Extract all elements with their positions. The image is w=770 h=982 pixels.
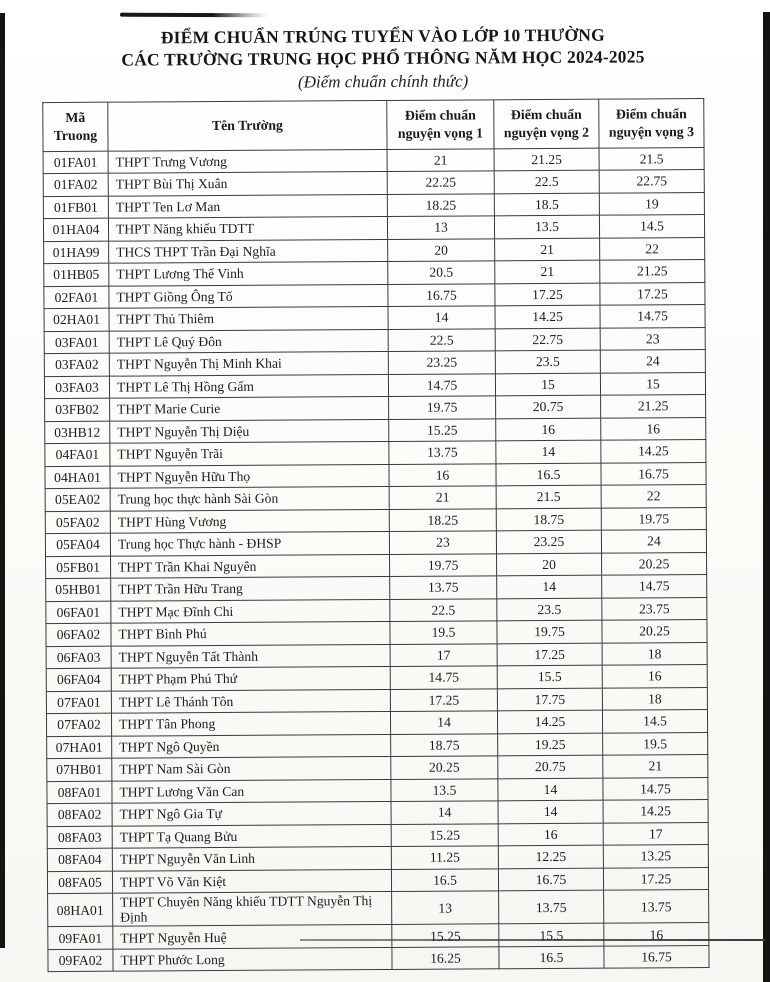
score-nv1: 13 xyxy=(392,891,499,925)
school-code: 08FA01 xyxy=(47,781,112,804)
score-nv2: 16 xyxy=(498,823,603,846)
score-nv1: 15.25 xyxy=(389,418,496,441)
school-name: THPT Nam Sài Gòn xyxy=(112,757,391,781)
score-nv1: 21 xyxy=(387,148,494,171)
score-nv3: 22.75 xyxy=(599,170,704,193)
score-nv1: 14 xyxy=(390,711,497,734)
score-nv1: 19.75 xyxy=(390,553,497,576)
school-code: 03FA02 xyxy=(44,353,109,376)
score-nv3: 23.75 xyxy=(602,597,707,620)
school-name: THPT Lê Thánh Tôn xyxy=(111,689,390,713)
school-name: THPT Thủ Thiêm xyxy=(109,307,388,331)
school-code: 03FA01 xyxy=(44,331,109,354)
school-name: THPT Lê Thị Hồng Gấm xyxy=(109,374,388,398)
score-nv2: 15.5 xyxy=(497,665,602,688)
score-nv1: 22.25 xyxy=(387,171,494,194)
score-nv2: 17.25 xyxy=(497,643,602,666)
score-nv3: 21.5 xyxy=(599,147,704,170)
score-nv1: 11.25 xyxy=(391,846,498,869)
score-nv2: 20.75 xyxy=(498,755,603,778)
school-name: THPT Ngô Gia Tự xyxy=(112,802,391,826)
score-nv1: 17 xyxy=(390,643,497,666)
score-nv1: 16.75 xyxy=(388,283,495,306)
score-nv3: 16 xyxy=(601,417,706,440)
score-nv2: 21 xyxy=(495,238,600,261)
school-name: THPT Phạm Phú Thứ xyxy=(111,667,390,691)
score-nv3: 19 xyxy=(599,192,704,215)
score-nv3: 13.75 xyxy=(604,890,709,924)
school-name: THPT Nguyễn Hữu Thọ xyxy=(110,464,389,488)
score-nv1: 13.75 xyxy=(389,441,496,464)
document-title-line-2: CÁC TRƯỜNG TRUNG HỌC PHỔ THÔNG NĂM HỌC 2024-2025 xyxy=(121,46,645,70)
school-code: 03FB02 xyxy=(45,398,110,421)
score-nv2: 14.25 xyxy=(495,305,600,328)
school-code: 07HB01 xyxy=(47,758,112,781)
score-nv1: 20.25 xyxy=(391,756,498,779)
score-nv3: 14.25 xyxy=(603,800,708,823)
school-name: THPT Nguyễn Thị Diệu xyxy=(110,419,389,443)
school-name: THPT Mạc Đĩnh Chi xyxy=(111,599,390,623)
school-code: 09FA02 xyxy=(48,949,113,972)
school-code: 08HA01 xyxy=(48,893,113,927)
score-nv2: 13.5 xyxy=(494,215,599,238)
score-nv1: 16 xyxy=(389,463,496,486)
score-nv3: 22 xyxy=(600,237,705,260)
school-name: THPT Lê Quý Đôn xyxy=(109,329,388,353)
school-name: THPT Trần Khai Nguyên xyxy=(111,554,390,578)
score-nv2: 17.75 xyxy=(497,688,602,711)
table-row xyxy=(48,946,709,973)
school-name: THCS THPT Trần Đại Nghĩa xyxy=(109,239,388,263)
school-code: 01FA02 xyxy=(43,173,108,196)
score-nv1: 15.25 xyxy=(392,924,499,947)
score-nv2: 20 xyxy=(497,553,602,576)
score-nv1: 14 xyxy=(388,306,495,329)
school-name: THPT Nguyễn Trãi xyxy=(110,442,389,466)
score-nv3: 21 xyxy=(603,755,708,778)
header-score-nv2: Điểm chuẩn nguyện vọng 2 xyxy=(494,99,599,149)
score-nv1: 13 xyxy=(387,216,494,239)
score-nv3: 20.25 xyxy=(602,620,707,643)
score-nv2: 14 xyxy=(497,575,602,598)
school-code: 01HA04 xyxy=(43,218,108,241)
school-code: 03FA03 xyxy=(44,376,109,399)
score-nv2: 23.5 xyxy=(497,598,602,621)
score-nv1: 13.75 xyxy=(390,576,497,599)
school-code: 08FA04 xyxy=(47,848,112,871)
school-name: THPT Năng khiếu TDTT xyxy=(108,217,387,241)
school-code: 05HB01 xyxy=(46,578,111,601)
school-code: 06FA04 xyxy=(46,668,111,691)
score-nv3: 16.75 xyxy=(601,462,706,485)
school-code: 03HB12 xyxy=(45,421,110,444)
header-school-name: Tên Trường xyxy=(108,100,387,151)
table-body xyxy=(43,147,709,972)
score-nv2: 12.25 xyxy=(498,845,603,868)
school-name: THPT Trưng Vương xyxy=(108,149,387,173)
score-nv2: 16 xyxy=(496,418,601,441)
score-nv2: 19.25 xyxy=(498,733,603,756)
school-name: THPT Bình Phú xyxy=(111,622,390,646)
school-code: 04FA01 xyxy=(45,443,110,466)
score-nv1: 14.75 xyxy=(390,666,497,689)
score-nv2: 14 xyxy=(498,800,603,823)
school-code: 05FA04 xyxy=(45,533,110,556)
score-nv1: 14 xyxy=(391,801,498,824)
score-nv1: 18.75 xyxy=(391,733,498,756)
score-nv3: 14.5 xyxy=(599,215,704,238)
score-nv3: 13.25 xyxy=(603,845,708,868)
score-nv1: 20.5 xyxy=(388,261,495,284)
score-nv1: 18.25 xyxy=(387,193,494,216)
score-nv1: 22.5 xyxy=(388,328,495,351)
score-nv2: 22.75 xyxy=(495,328,600,351)
score-nv2: 23.5 xyxy=(495,350,600,373)
score-nv2: 14.25 xyxy=(497,710,602,733)
score-nv3: 21.25 xyxy=(600,260,705,283)
score-nv3: 19.5 xyxy=(603,732,708,755)
score-nv3: 17 xyxy=(603,822,708,845)
score-nv3: 14.75 xyxy=(600,305,705,328)
score-nv3: 18 xyxy=(602,642,707,665)
school-name: THPT Nguyễn Thị Minh Khai xyxy=(109,352,388,376)
school-name: THPT Nguyễn Văn Linh xyxy=(112,847,391,871)
score-nv3: 20.25 xyxy=(602,552,707,575)
school-name: THPT Giồng Ông Tố xyxy=(109,284,388,308)
school-name: THPT Trần Hữu Trang xyxy=(111,577,390,601)
school-name: Trung học Thực hành - ĐHSP xyxy=(110,532,389,556)
document-subtitle: (Điểm chuẩn chính thức) xyxy=(297,71,469,92)
school-code: 05FB01 xyxy=(46,556,111,579)
score-nv3: 16.75 xyxy=(604,946,709,969)
school-code: 06FA02 xyxy=(46,623,111,646)
school-code: 01FA01 xyxy=(43,151,108,174)
school-code: 02HA01 xyxy=(44,308,109,331)
score-nv2: 16.5 xyxy=(496,463,601,486)
score-nv1: 23 xyxy=(389,531,496,554)
score-nv3: 15 xyxy=(600,372,705,395)
school-name: THPT Marie Curie xyxy=(110,397,389,421)
school-code: 08FA03 xyxy=(47,826,112,849)
school-code: 02FA01 xyxy=(44,286,109,309)
document-title-line-1: ĐIỂM CHUẨN TRÚNG TUYỂN VÀO LỚP 10 THƯỜNG xyxy=(160,24,605,48)
score-nv3: 17.25 xyxy=(600,282,705,305)
school-code: 07FA01 xyxy=(46,691,111,714)
score-nv3: 17.25 xyxy=(603,867,708,890)
score-nv1: 15.25 xyxy=(391,823,498,846)
score-nv3: 23 xyxy=(600,327,705,350)
score-nv1: 22.5 xyxy=(390,598,497,621)
school-code: 07HA01 xyxy=(47,736,112,759)
score-nv1: 14.75 xyxy=(388,373,495,396)
school-code: 04HA01 xyxy=(45,466,110,489)
score-nv2: 18.75 xyxy=(496,508,601,531)
score-nv1: 20 xyxy=(388,238,495,261)
score-nv2: 15 xyxy=(495,373,600,396)
school-code: 07FA02 xyxy=(46,713,111,736)
score-nv1: 13.5 xyxy=(391,778,498,801)
score-nv1: 23.25 xyxy=(388,351,495,374)
score-nv2: 21.5 xyxy=(496,485,601,508)
score-nv1: 16.25 xyxy=(392,947,499,970)
school-name: THPT Phước Long xyxy=(113,947,392,971)
admission-scores-table xyxy=(42,98,709,973)
school-name: THPT Nguyễn Huệ xyxy=(113,925,392,949)
score-nv3: 19.75 xyxy=(601,507,706,530)
school-code: 08FA05 xyxy=(47,871,112,894)
school-name: THPT Chuyên Năng khiếu TDTT Nguyễn Thị Định xyxy=(113,892,392,927)
header-school-code: Mã Truong xyxy=(43,102,108,151)
score-nv2: 20.75 xyxy=(496,395,601,418)
score-nv2: 14 xyxy=(496,440,601,463)
score-nv3: 24 xyxy=(601,530,706,553)
school-code: 05EA02 xyxy=(45,488,110,511)
score-nv3: 14.75 xyxy=(602,575,707,598)
score-nv2: 15.5 xyxy=(499,924,604,947)
school-code: 01HB05 xyxy=(44,263,109,286)
score-nv2: 18.5 xyxy=(494,193,599,216)
school-code: 08FA02 xyxy=(47,803,112,826)
school-name: THPT Võ Văn Kiệt xyxy=(112,869,391,893)
school-code: 01HA99 xyxy=(44,241,109,264)
school-name: THPT Tạ Quang Bửu xyxy=(112,824,391,848)
school-name: THPT Lương Văn Can xyxy=(112,779,391,803)
school-name: THPT Bùi Thị Xuân xyxy=(108,172,387,196)
school-code: 09FA01 xyxy=(48,927,113,950)
score-nv3: 16 xyxy=(602,665,707,688)
score-nv2: 21 xyxy=(495,260,600,283)
score-nv1: 19.5 xyxy=(390,621,497,644)
school-name: THPT Lương Thế Vinh xyxy=(109,262,388,286)
score-nv1: 16.5 xyxy=(391,868,498,891)
score-nv3: 24 xyxy=(600,350,705,373)
header-score-nv3: Điểm chuẩn nguyện vọng 3 xyxy=(599,98,704,148)
score-nv3: 22 xyxy=(601,485,706,508)
school-name: THPT Nguyễn Tất Thành xyxy=(111,644,390,668)
school-name: Trung học thực hành Sài Gòn xyxy=(110,487,389,511)
school-name: THPT Tân Phong xyxy=(111,712,390,736)
school-code: 05FA02 xyxy=(45,511,110,534)
table-row xyxy=(48,890,709,927)
school-name: THPT Ngô Quyền xyxy=(112,734,391,758)
school-code: 01FB01 xyxy=(43,196,108,219)
school-name: THPT Hùng Vương xyxy=(110,509,389,533)
score-nv3: 14.25 xyxy=(601,440,706,463)
score-nv2: 17.25 xyxy=(495,283,600,306)
score-nv1: 19.75 xyxy=(389,396,496,419)
score-nv2: 16.5 xyxy=(499,946,604,969)
school-code: 06FA01 xyxy=(46,601,111,624)
school-code: 06FA03 xyxy=(46,646,111,669)
score-nv3: 21.25 xyxy=(601,395,706,418)
score-nv2: 23.25 xyxy=(496,530,601,553)
header-score-nv1: Điểm chuẩn nguyện vọng 1 xyxy=(387,99,494,149)
score-nv3: 16 xyxy=(604,923,709,946)
score-nv2: 16.75 xyxy=(498,868,603,891)
score-nv3: 14.75 xyxy=(603,777,708,800)
score-nv1: 17.25 xyxy=(390,688,497,711)
score-nv3: 18 xyxy=(602,687,707,710)
school-name: THPT Ten Lơ Man xyxy=(108,194,387,218)
score-nv3: 14.5 xyxy=(602,710,707,733)
score-nv2: 13.75 xyxy=(499,890,604,924)
table-header-row xyxy=(43,98,704,151)
score-nv2: 21.25 xyxy=(494,148,599,171)
score-nv1: 21 xyxy=(389,486,496,509)
score-nv2: 19.75 xyxy=(497,620,602,643)
score-nv2: 14 xyxy=(498,778,603,801)
score-nv2: 22.5 xyxy=(494,170,599,193)
title-block xyxy=(0,23,768,95)
score-nv1: 18.25 xyxy=(389,508,496,531)
